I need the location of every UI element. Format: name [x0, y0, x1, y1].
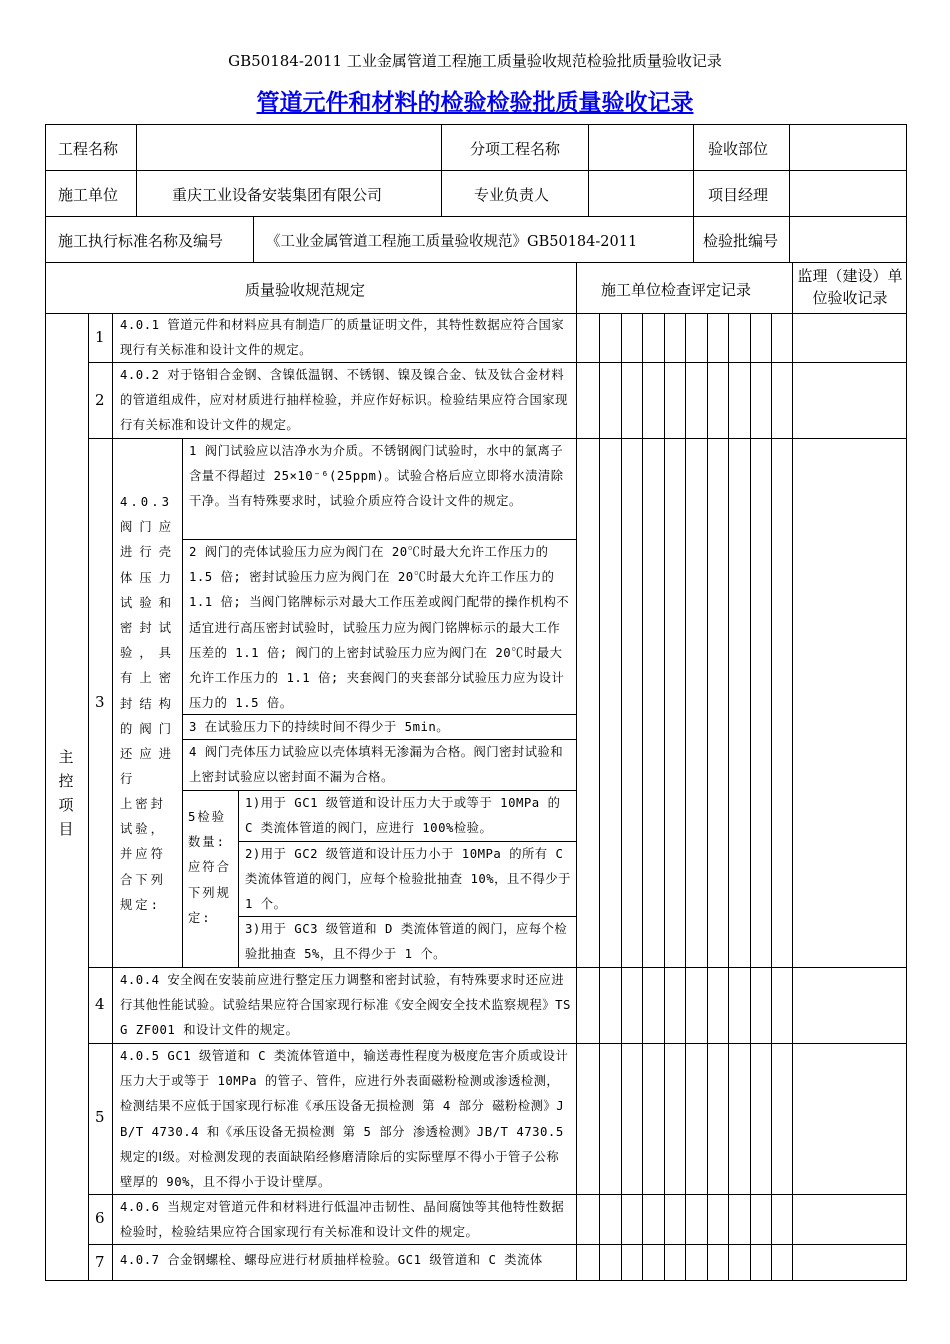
item-5-text: 4.0.5 GC1 级管道和 C 类流体管道中，输送毒性程度为极度危害介质或设计压力大于或等于 10MPa 的管子、管件，应进行外表面磁粉检测或渗透检测，检测结果不应低于国家现行标准《承压设备无损检测 第 4 部分 磁粉检测》JB/T 4730.4 和《承压设备无损检测 第 5 部分 渗透检测》JB/T 4730.5 规定的Ⅰ级。对检测发现的表面缺陷经修磨清除后的实际壁厚不得小于管子公称壁厚的 90%，且不得小于设计壁厚。 — [120, 1049, 569, 1190]
construction-check-header: 施工单位检查评定记录 — [601, 281, 752, 299]
batch-no-label: 检验批编号 — [703, 232, 779, 250]
inspection-part-label: 验收部位 — [708, 140, 769, 158]
item-3-left-text: 4.0.3 阀门应进行壳体压力试验和密封试验，具有上密封结构的阀门还应进行 — [120, 495, 174, 787]
page-title: 管道元件和材料的检验检验批质量验收记录 — [256, 90, 694, 116]
item-2-no: 2 — [95, 391, 105, 409]
item-3-no: 3 — [95, 693, 105, 711]
item-6-no: 6 — [95, 1209, 105, 1227]
item-6-text: 4.0.6 当规定对管道元件和材料进行低温冲击韧性、晶间腐蚀等其他特性数据检验时，检验结果应符合国家现行有关标准和设计文件的规定。 — [120, 1200, 565, 1240]
item-3-sub-2: 2 阀门的壳体试验压力应为阀门在 20℃时最大允许工作压力的 1.5 倍; 密封试验压力应为阀门在 20℃时最大允许工作压力的 1.1 倍; 当阀门铭牌标示对最大工作压差或阀门配带的操作机构不适宜进行高压密封试验时，试验压力应为阀门铭牌标示的最大工作压差的 1.1 倍; 阀门的上密封试验压力应为阀门在 20℃时最大允许工作压力的 1.1 倍; 夹套阀门的夹套部分试验压力应为设计压力的 1.5 倍。 — [189, 545, 570, 711]
item-5-no: 5 — [95, 1108, 105, 1126]
spec-column-header: 质量验收规范规定 — [245, 281, 366, 299]
professional-label: 专业负责人 — [474, 186, 550, 204]
item-3-sub-5-3: 3)用于 GC3 级管道和 D 类流体管道的阀门，应每个检验批抽查 5%，且不得少于 1 个。 — [245, 922, 568, 962]
item-7-no: 7 — [95, 1253, 105, 1271]
item-3-sub-1: 1 阀门试验应以洁净水为介质。不锈钢阀门试验时，水中的氯离子含量不得超过 25×10⁻⁶(25ppm)。试验合格后应立即将水渍清除干净。当有特殊要求时，试验介质应符合设计文件的规定。 — [189, 444, 564, 509]
item-3-sub-3: 3 在试验压力下的持续时间不得少于 5min。 — [189, 720, 450, 734]
document-header: GB50184-2011 工业金属管道工程施工质量验收规范检验批质量验收记录 — [228, 52, 722, 70]
item-2-text: 4.0.2 对于铬钼合金钢、含镍低温钢、不锈钢、镍及镍合金、钛及钛合金材料的管道组成件，应对材质进行抽样检验，并应作好标识。检验结果应符合国家现行有关标准和设计文件的规定。 — [120, 368, 568, 433]
standard-label: 施工执行标准名称及编号 — [58, 232, 224, 250]
item-3-sub-5-2: 2)用于 GC2 级管道和设计压力小于 10MPa 的所有 C 类流体管道的阀门，应每个检验批抽查 10%，且不得少于 1 个。 — [245, 847, 571, 912]
supervision-header: 监理（建设）单位验收记录 — [797, 267, 903, 307]
construction-unit-value[interactable]: 重庆工业设备安装集团有限公司 — [172, 186, 383, 204]
item-3-sub-5-label: 5检验数量:应符合下列规定: — [188, 810, 231, 925]
item-3-sub-4: 4 阀门壳体压力试验应以壳体填料无渗漏为合格。阀门密封试验和上密封试验应以密封面不漏为合格。 — [189, 745, 564, 785]
sub-project-label: 分项工程名称 — [470, 140, 561, 158]
item-1-text: 4.0.1 管道元件和材料应具有制造厂的质量证明文件，其特性数据应符合国家现行有关标准和设计文件的规定。 — [120, 318, 565, 358]
project-manager-label: 项目经理 — [708, 186, 769, 204]
item-3-left-text-2: 上密封试验，并应符合下列规定: — [120, 797, 166, 912]
item-1-no: 1 — [95, 328, 105, 346]
main-control-label: 主控项目 — [58, 748, 74, 838]
project-name-label: 工程名称 — [58, 140, 119, 158]
item-4-text: 4.0.4 安全阀在安装前应进行整定压力调整和密封试验，有特殊要求时还应进行其他性能试验。试验结果应符合国家现行标准《安全阀安全技术监察规程》TSG ZF001 和设计文件的规定。 — [120, 973, 571, 1038]
standard-value[interactable]: 《工业金属管道工程施工质量验收规范》GB50184-2011 — [266, 234, 638, 250]
item-7-text: 4.0.7 合金钢螺栓、螺母应进行材质抽样检验。GC1 级管道和 C 类流体 — [120, 1253, 543, 1267]
item-3-sub-5-1: 1)用于 GC1 级管道和设计压力大于或等于 10MPa 的 C 类流体管道的阀门，应进行 100%检验。 — [245, 796, 561, 836]
item-4-no: 4 — [95, 995, 105, 1013]
construction-unit-label: 施工单位 — [58, 186, 119, 204]
